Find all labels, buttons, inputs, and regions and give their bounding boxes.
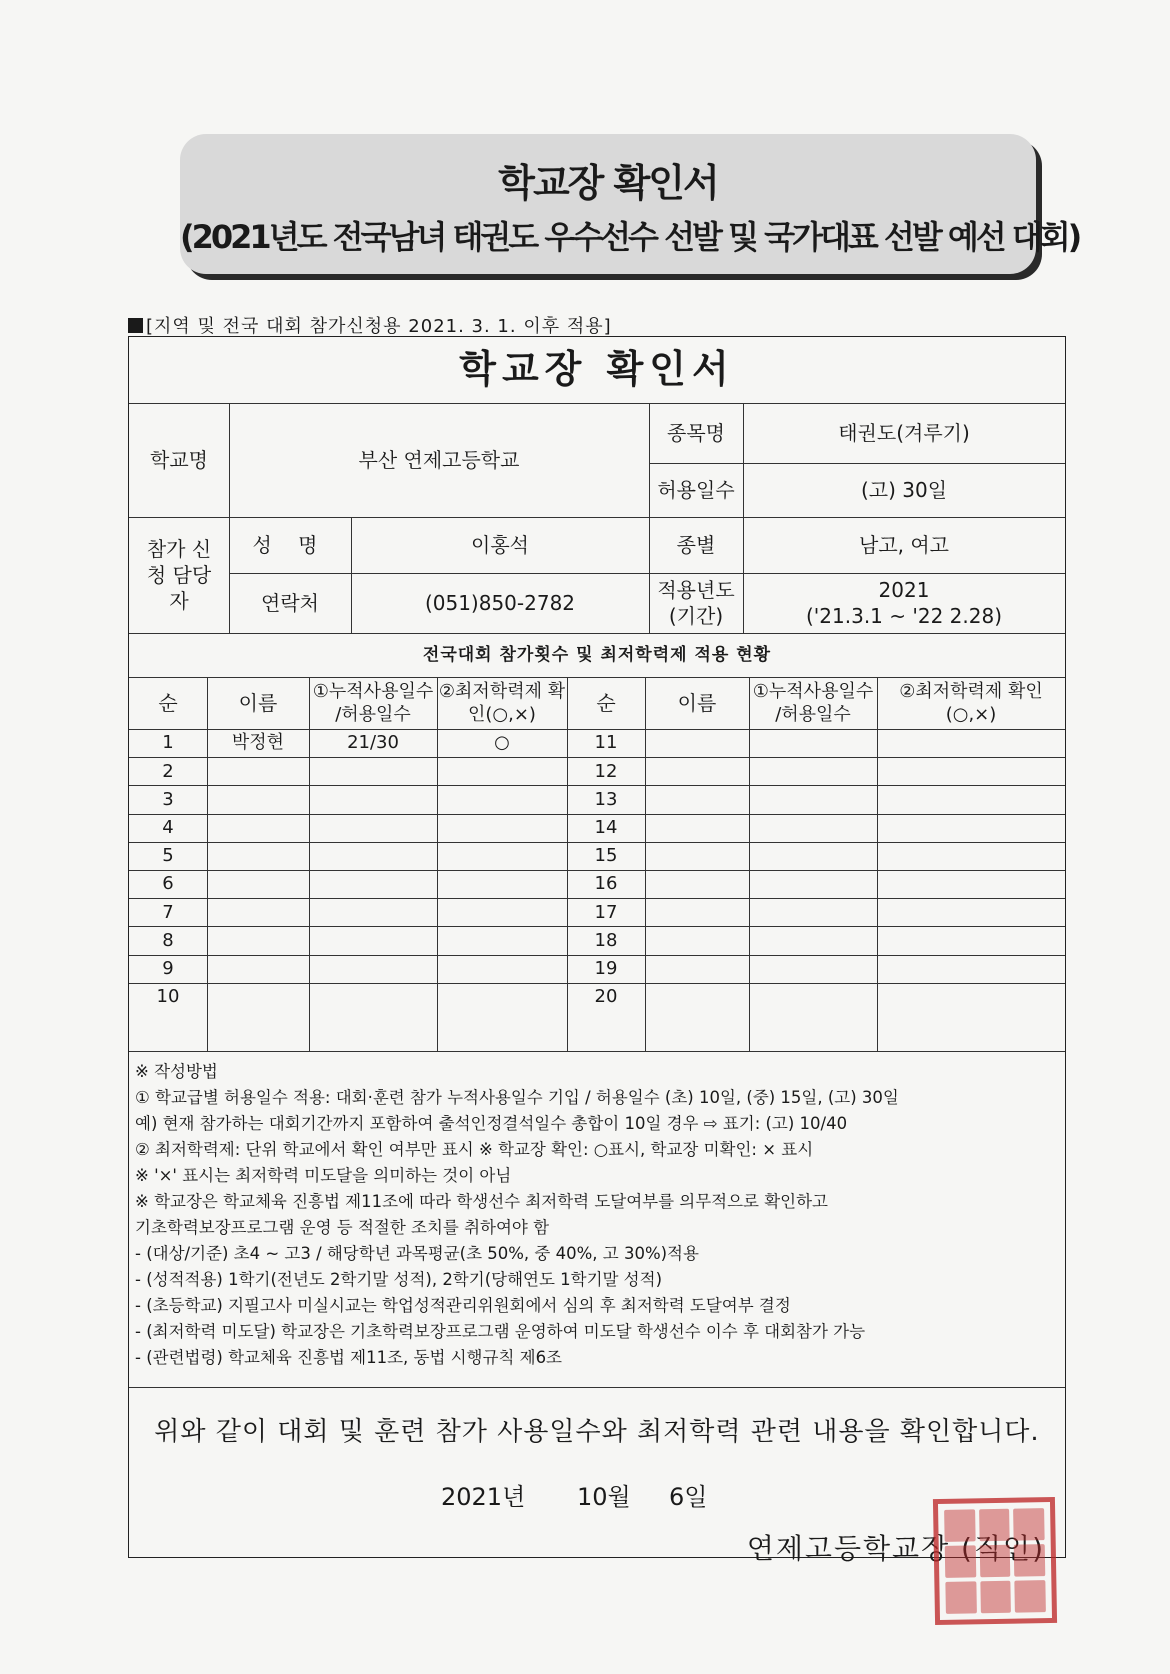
- cell-check: [437, 955, 567, 983]
- cell-name: [645, 870, 749, 898]
- cell-name: [207, 870, 309, 898]
- cell-no: 7: [162, 901, 174, 923]
- name-label: 성 명: [252, 533, 328, 557]
- cell-name: [645, 842, 749, 870]
- cell-check: [437, 814, 567, 842]
- cell-no: 6: [162, 873, 174, 895]
- official-seal-stamp: [933, 1497, 1057, 1625]
- instruction-line: ※ 작성방법: [135, 1062, 218, 1081]
- cell-name: [645, 955, 749, 983]
- cell-name: [645, 757, 749, 785]
- instruction-line: ① 학교급별 허용일수 적용: 대회·훈련 참가 누적사용일수 기입 / 허용일수 (초) 10일, (중) 15일, (고) 30일: [135, 1088, 899, 1107]
- cell-name: [207, 983, 309, 1011]
- cell-name: [645, 898, 749, 926]
- cell-no: 15: [594, 845, 618, 867]
- date-month: 10월: [577, 1483, 631, 1511]
- cell-check: [437, 898, 567, 926]
- year-cell: [743, 573, 1065, 633]
- cell-no: 18: [594, 929, 618, 951]
- phone-value: (051)850-2782: [424, 591, 576, 615]
- cell-name: [207, 955, 309, 983]
- cell-name: [207, 926, 309, 954]
- instruction-line: - (대상/기준) 초4 ~ 고3 / 해당학년 과목평균(초 50%, 중 40%, 고 30%)적용: [135, 1244, 699, 1263]
- header-name: 이름: [677, 691, 717, 715]
- cell-check: [877, 729, 1065, 757]
- cell-days: [309, 926, 437, 954]
- cell-no: 5: [162, 845, 174, 867]
- header-check: ②최저학력제 확인(○,×): [899, 680, 1043, 725]
- cell-days: [309, 955, 437, 983]
- instruction-line: - (성적적용) 1학기(전년도 2학기말 성적), 2학기(당해연도 1학기말 성적): [135, 1270, 663, 1289]
- cell-check: [437, 757, 567, 785]
- name-value: 이홍석: [471, 533, 529, 557]
- school-label: 학교명: [150, 448, 208, 472]
- cell-days: [749, 955, 877, 983]
- date-year: 2021년: [441, 1483, 526, 1511]
- cell-no: 3: [162, 788, 174, 810]
- cell-days: [749, 842, 877, 870]
- instructions: [135, 1059, 1055, 1371]
- cell-no: 10: [156, 986, 180, 1008]
- instruction-line: 예) 현재 참가하는 대회기간까지 포함하여 출석인정결석일수 총합이 10일 경우 ⇨ 표기: (고) 10/40: [135, 1114, 848, 1133]
- cell-no: 11: [594, 732, 618, 754]
- instruction-line: - (초등학교) 지필고사 미실시교는 학업성적관리위원회에서 심의 후 최저학력 도달여부 결정: [135, 1296, 791, 1315]
- phone-label: 연락처: [261, 591, 319, 615]
- cell-check: [877, 785, 1065, 813]
- header-days: ①누적사용일수 /허용일수: [312, 680, 434, 725]
- cell-check: [877, 757, 1065, 785]
- instruction-line: 기초학력보장프로그램 운영 등 적절한 조치를 취하여야 함: [135, 1218, 550, 1237]
- header-days: ①누적사용일수 /허용일수: [752, 680, 874, 725]
- year-period: ('21.3.1 ~ '22 2.28): [805, 604, 1003, 628]
- instruction-line: ② 최저학력제: 단위 학교에서 확인 여부만 표시 ※ 학교장 확인: ○표시, 학교장 미확인: × 표시: [135, 1140, 814, 1159]
- type-value: 남고, 여고: [859, 533, 949, 557]
- cell-no: 12: [594, 760, 618, 782]
- cell-no: 2: [162, 760, 174, 782]
- allowed-days-label: 허용일수: [657, 478, 735, 502]
- cell-no: 14: [594, 816, 618, 838]
- allowed-days-value: (고) 30일: [860, 478, 948, 502]
- cell-no: 20: [594, 986, 618, 1008]
- cell-days: [749, 983, 877, 1011]
- instruction-line: ※ 학교장은 학교체육 진흥법 제11조에 따라 학생선수 최저학력 도달여부를 의무적으로 확인하고: [135, 1192, 828, 1211]
- cell-days: [749, 898, 877, 926]
- document-banner: [180, 134, 1080, 274]
- instruction-line: ※ '×' 표시는 최저학력 미도달을 의미하는 것이 아님: [135, 1166, 512, 1185]
- cell-check: [877, 983, 1065, 1011]
- year-label: 적용년도 (기간): [657, 578, 735, 628]
- cell-days: [309, 898, 437, 926]
- cell-days: [749, 729, 877, 757]
- cell-name: [645, 983, 749, 1011]
- banner-title: 학교장 확인서: [498, 161, 718, 205]
- cell-check: [877, 814, 1065, 842]
- cell-name: [645, 926, 749, 954]
- cell-check: [877, 926, 1065, 954]
- cell-check: [437, 926, 567, 954]
- cell-days: [749, 757, 877, 785]
- cell-no: 16: [594, 873, 618, 895]
- header-no: 순: [596, 691, 616, 715]
- cell-days: [309, 983, 437, 1011]
- cell-no: 8: [162, 929, 174, 951]
- cell-no: 9: [162, 957, 174, 979]
- cell-name: [645, 729, 749, 757]
- cell-name: [645, 814, 749, 842]
- banner-subtitle: (2021년도 전국남녀 태권도 우수선수 선발 및 국가대표 선발 예선 대회): [180, 218, 1080, 256]
- cell-days: [749, 870, 877, 898]
- cell-days: [749, 926, 877, 954]
- school-name: 부산 연제고등학교: [358, 448, 520, 472]
- cell-check: [437, 870, 567, 898]
- form-title: 학교장 확인서: [459, 347, 735, 392]
- cell-name: [645, 785, 749, 813]
- instruction-line: - (최저학력 미도달) 학교장은 기초학력보장프로그램 운영하여 미도달 학생선수 이수 후 대회참가 가능: [135, 1322, 866, 1341]
- cell-name: [207, 757, 309, 785]
- year-value: 2021: [878, 578, 930, 602]
- cell-check: [437, 785, 567, 813]
- header-no: 순: [158, 691, 178, 715]
- cell-days: [309, 870, 437, 898]
- cell-check: [877, 955, 1065, 983]
- closing-statement: 위와 같이 대회 및 훈련 참가 사용일수와 최저학력 관련 내용을 확인합니다.: [154, 1417, 1040, 1447]
- header-name: 이름: [238, 691, 278, 715]
- date-day: 6일: [669, 1483, 708, 1511]
- cell-name: [207, 842, 309, 870]
- contact-group-label: 참가 신청 담당자: [146, 537, 212, 613]
- type-label: 종별: [676, 533, 716, 557]
- cell-name: [207, 785, 309, 813]
- cell-no: 1: [162, 732, 174, 754]
- cell-check: ○: [494, 732, 510, 754]
- cell-check: [877, 842, 1065, 870]
- cell-days: [749, 814, 877, 842]
- participation-title: 전국대회 참가횟수 및 최저학력제 적용 현황: [422, 644, 772, 665]
- cell-check: [437, 842, 567, 870]
- cell-days: [309, 814, 437, 842]
- confirmation-form: [128, 336, 1066, 1565]
- usage-note: [지역 및 전국 대회 참가신청용 2021. 3. 1. 이후 적용]: [128, 312, 612, 338]
- square-bullet-icon: [128, 318, 143, 333]
- cell-name: 박정현: [231, 732, 285, 754]
- cell-name: [207, 814, 309, 842]
- cell-check: [877, 870, 1065, 898]
- cell-no: 13: [594, 788, 618, 810]
- cell-days: 21/30: [347, 732, 399, 754]
- cell-days: [309, 842, 437, 870]
- principal-signature: 연제고등학교장 (직인): [746, 1532, 1045, 1565]
- instruction-line: - (관련법령) 학교체육 진흥법 제11조, 동법 시행규칙 제6조: [135, 1348, 562, 1367]
- header-check: ②최저학력제 확인(○,×): [438, 680, 566, 725]
- cell-name: [207, 898, 309, 926]
- cell-no: 19: [594, 957, 618, 979]
- cell-no: 17: [594, 901, 618, 923]
- cell-no: 4: [162, 816, 174, 838]
- cell-check: [877, 898, 1065, 926]
- cell-days: [749, 785, 877, 813]
- cell-days: [309, 785, 437, 813]
- event-label: 종목명: [667, 421, 725, 445]
- cell-check: [437, 983, 567, 1011]
- cell-days: [309, 757, 437, 785]
- event-value: 태권도(겨루기): [838, 421, 970, 445]
